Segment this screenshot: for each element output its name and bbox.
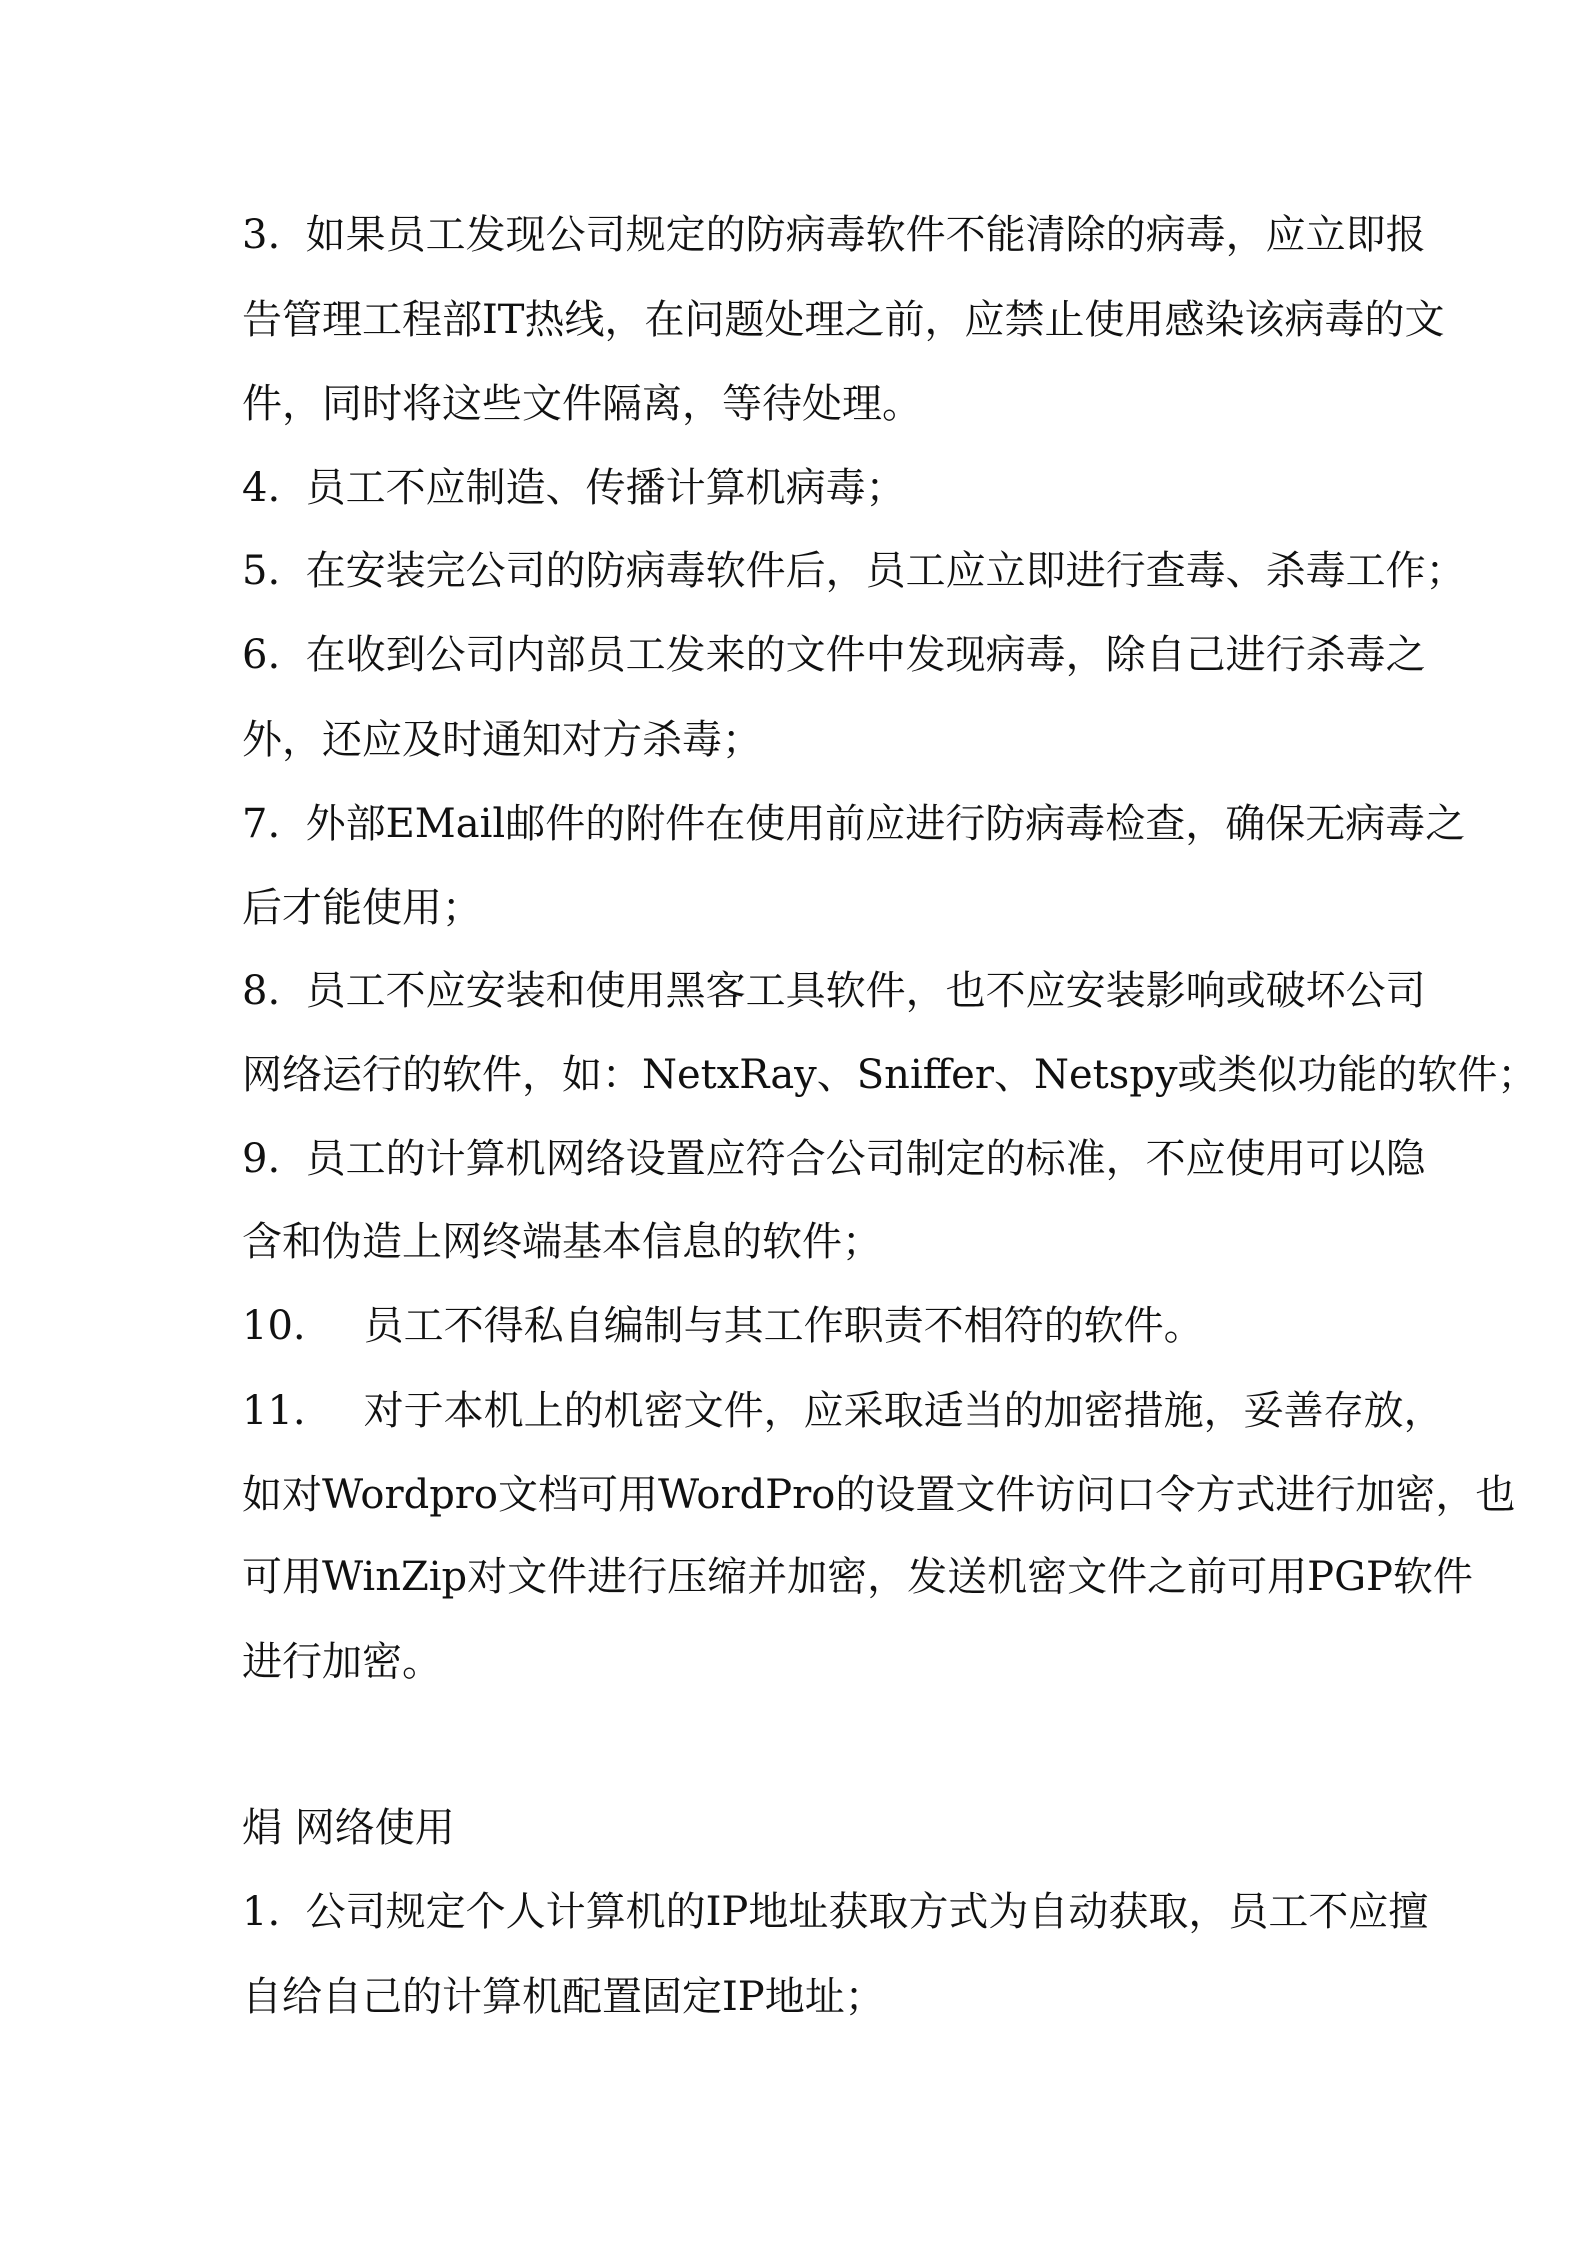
item-11-line-2: 如对Wordpro文档可用WordPro的设置文件访问口令方式进行加密，也: [242, 1472, 1516, 1518]
item-11-line-1: [242, 1386, 1444, 1436]
item-6-line-2: 外，还应及时通知对方杀毒；: [242, 717, 762, 763]
item-number: 7.: [242, 801, 281, 847]
item-text: 公司规定个人计算机的IP地址获取方式为自动获取，员工不应擅: [305, 1889, 1429, 1935]
item-text: 员工的计算机网络设置应符合公司制定的标准，不应使用可以隐: [305, 1136, 1426, 1182]
item-text: 员工不应安装和使用黑客工具软件，也不应安装影响或破坏公司: [305, 968, 1426, 1014]
section-heading: 焆 网络使用: [242, 1805, 455, 1851]
item-text: 在安装完公司的防病毒软件后，员工应立即进行查毒、杀毒工作；: [305, 548, 1466, 594]
item-9-line-2: 含和伪造上网终端基本信息的软件；: [242, 1219, 882, 1265]
item-text: 在收到公司内部员工发来的文件中发现病毒，除自己进行杀毒之: [305, 632, 1426, 678]
item-number: 5.: [242, 548, 281, 594]
item-6-line-1: [242, 630, 1426, 680]
item-text: 如果员工发现公司规定的防病毒软件不能清除的病毒，应立即报: [305, 212, 1426, 258]
item-8-line-1: [242, 966, 1426, 1016]
item-number: 8.: [242, 968, 281, 1014]
item-11-line-4: 进行加密。: [242, 1639, 442, 1685]
item-number: 1.: [242, 1889, 281, 1935]
item-text: 对于本机上的机密文件，应采取适当的加密措施，妥善存放，: [363, 1388, 1444, 1434]
item-11-line-3: 可用WinZip对文件进行压缩并加密，发送机密文件之前可用PGP软件: [242, 1554, 1473, 1600]
item-number: 10.: [242, 1303, 306, 1349]
item-7-line-2: 后才能使用；: [242, 885, 482, 931]
item-3-line-3: 件，同时将这些文件隔离，等待处理。: [242, 381, 922, 427]
item-3-line-1: [242, 210, 1426, 260]
item-number: 11.: [242, 1388, 306, 1434]
item-3-line-2: 告管理工程部IT热线，在问题处理之前，应禁止使用感染该病毒的文: [242, 297, 1445, 343]
item-7-line-1: [242, 799, 1465, 849]
item-5: [242, 546, 1466, 596]
item-number: 3.: [242, 212, 281, 258]
net-item-1-line-1: [242, 1887, 1428, 1937]
item-text: 员工不得私自编制与其工作职责不相符的软件。: [363, 1303, 1204, 1349]
item-number: 4.: [242, 465, 281, 511]
item-number: 6.: [242, 632, 281, 678]
item-text: 员工不应制造、传播计算机病毒；: [305, 465, 906, 511]
item-9-line-1: [242, 1134, 1426, 1184]
net-item-1-line-2: 自给自己的计算机配置固定IP地址；: [242, 1974, 885, 2020]
item-text: 外部EMail邮件的附件在使用前应进行防病毒检查，确保无病毒之: [305, 801, 1466, 847]
item-4: [242, 463, 906, 513]
item-number: 9.: [242, 1136, 281, 1182]
item-10: [242, 1301, 1204, 1351]
item-8-line-2: 网络运行的软件，如：NetxRay、Sniffer、Netspy或类似功能的软件；: [242, 1052, 1538, 1098]
